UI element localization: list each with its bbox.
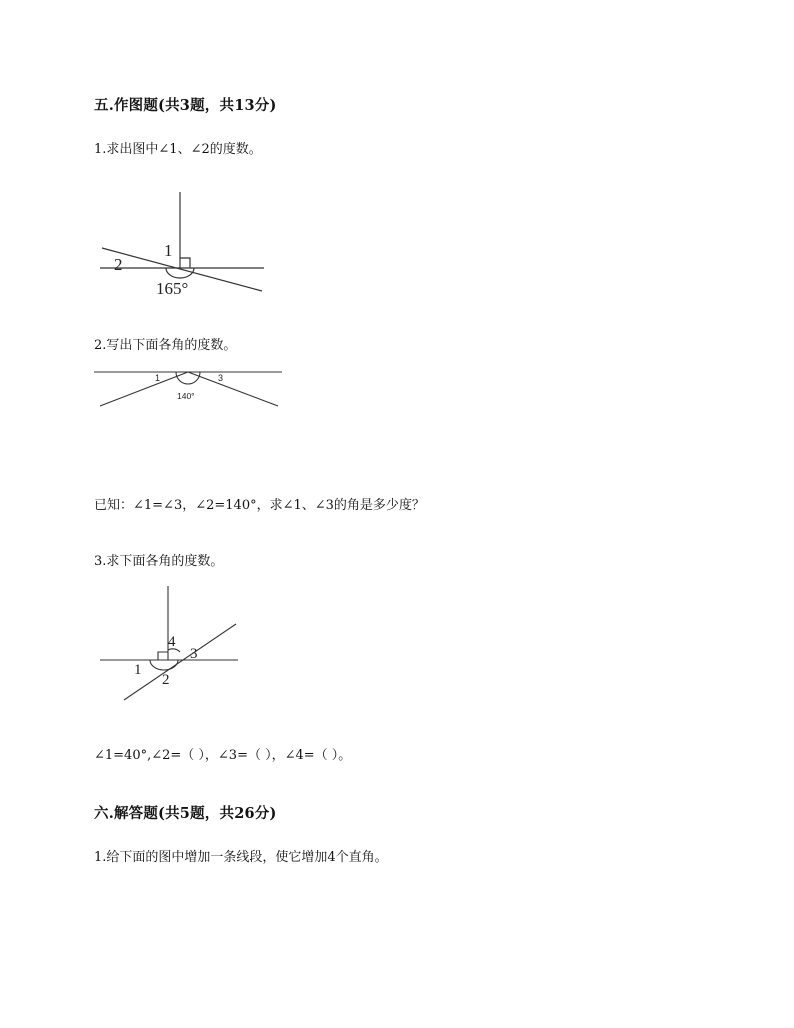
- right-angle-mark: [180, 258, 190, 268]
- angle-label-2: 2: [114, 255, 123, 274]
- angle-label-1: 1: [155, 373, 161, 383]
- question-2-text: 2.写出下面各角的度数。: [94, 338, 237, 353]
- left-ray: [100, 372, 188, 406]
- angle-label-1: 1: [164, 241, 173, 260]
- angle-label-1: 1: [134, 662, 142, 678]
- question-1-text: 1.求出图中∠1、∠2的度数。: [94, 142, 262, 157]
- angle-label-165: 165°: [156, 279, 189, 298]
- angle-arc-lower: [150, 660, 178, 670]
- angle-label-4: 4: [168, 634, 176, 650]
- section-title-5: 五.作图题(共3题，共13分): [94, 97, 277, 114]
- question-2-given: 已知：∠1=∠3，∠2=140°，求∠1、∠3的角是多少度？: [94, 498, 425, 513]
- question-1-figure: [96, 188, 276, 298]
- angle-label-3: 3: [218, 373, 224, 383]
- right-ray: [188, 372, 278, 406]
- question-2-figure: [92, 364, 284, 412]
- question-3-text: 3.求下面各角的度数。: [94, 554, 224, 569]
- right-angle-mark: [158, 652, 168, 660]
- angle-label-140: 140°: [177, 391, 195, 401]
- angle-arc: [176, 372, 200, 384]
- question-3-answer: ∠1=40°,∠2=（ ），∠3=（ ），∠4=（ ）。: [94, 748, 352, 763]
- angle-label-3: 3: [190, 646, 198, 662]
- question-3-figure: [98, 584, 244, 706]
- question-6-1-text: 1.给下面的图中增加一条线段，使它增加4个直角。: [94, 850, 388, 865]
- angle-label-2: 2: [162, 672, 170, 688]
- section-title-6: 六.解答题(共5题，共26分): [94, 805, 277, 822]
